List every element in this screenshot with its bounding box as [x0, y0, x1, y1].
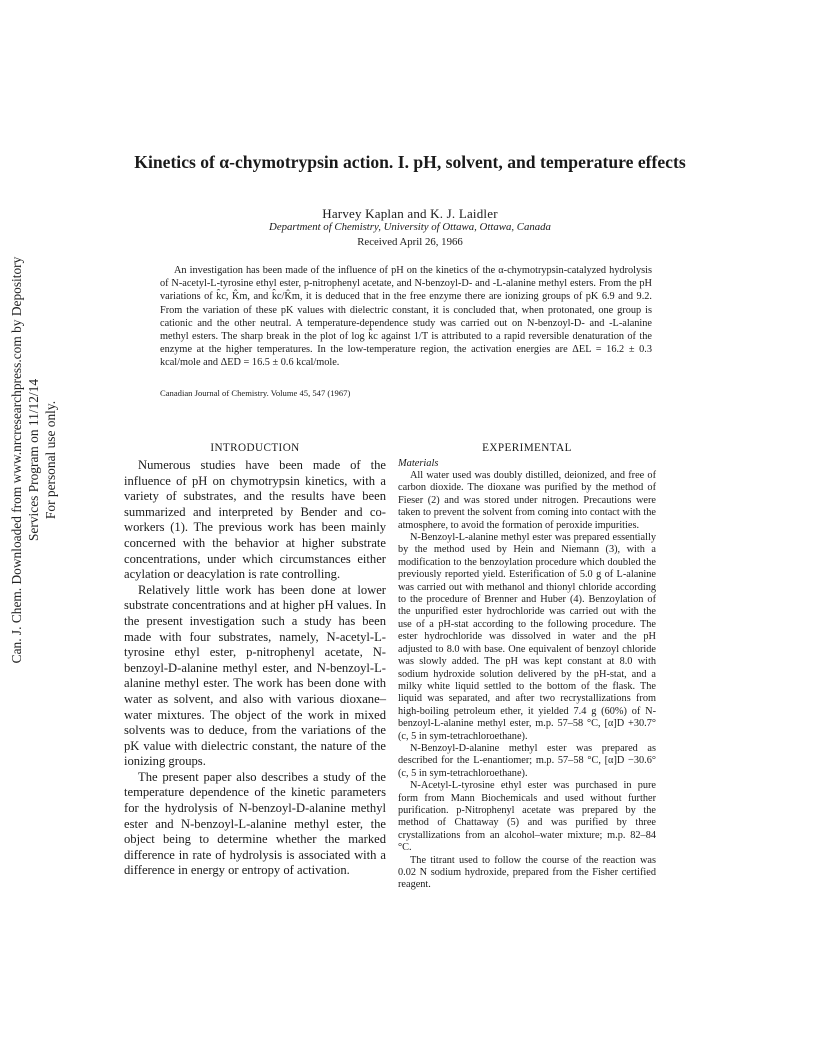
materials-subheading: Materials [398, 458, 439, 469]
experimental-paragraph-1: All water used was doubly distilled, deionized, and free of carbon dioxide. The dioxane was purified by the method of Fieser (2) and was stored under nitrogen. Precautions were taken to prevent the solvent from coming into contact with the atmosphere, to avoid the formation of peroxide impurities. [398, 470, 656, 531]
download-watermark [8, 235, 58, 685]
experimental-heading: EXPERIMENTAL [482, 442, 572, 454]
introduction-heading: INTRODUCTION [210, 442, 300, 454]
experimental-paragraph-2: N-Benzoyl-L-alanine methyl ester was prepared essentially by the method used by Hein and Niemann (3), with a modification to the benzoylation procedure which doubled the previously reported yield. Esterification of 5.0 g of L-alanine was carried out with methanol and thionyl chloride according to the procedure of Brenner and Huber (4). Benzoylation of the unpurified ester hydrochloride was carried out with the use of a pH-stat according to the following procedure. The ester hydrochloride was dissolved in water and the pH adjusted to 8.0 with base. One equivalent of benzoyl chloride was slowly added. The pH was kept constant at 8.0 with sodium hydroxide solution delivered by the pH-stat, and a milky white liquid settled to the bottom of the flask. The liquid was separated, and after two recrystallizations from high-boiling petroleum ether, it yielded 7.4 g (60%) of N-benzoyl-L-alanine methyl ester, m.p. 57–58 °C, [α]D +30.7° (c, 5 in sym-tetrachloroethane). [398, 532, 656, 742]
experimental-paragraph-5: The titrant used to follow the course of the reaction was 0.02 N sodium hydroxide, prepared from the Fisher certified reagent. [398, 854, 656, 891]
experimental-column [398, 442, 656, 892]
intro-paragraph-2: Relatively little work has been done at lower substrate concentrations and at higher pH values. In the present investigation such a study has been made with four substrates, namely, N-acetyl-L-tyrosine ethyl ester, p-nitrophenyl acetate, N-benzoyl-D-alanine methyl ester, and N-benzoyl-L-alanine methyl ester. The work has been done with water as solvent, and also with various dioxane–water mixtures. The object of the work in mixed solvents was to deduce, from the variations of the pK value with dielectric constant, the nature of the ionizing groups. [124, 582, 386, 769]
introduction-column [124, 442, 386, 879]
journal-citation: Canadian Journal of Chemistry. Volume 45, 547 (1967) [160, 388, 351, 398]
affiliation: Department of Chemistry, University of Ottawa, Ottawa, Canada [269, 221, 551, 233]
abstract: An investigation has been made of the influence of pH on the kinetics of the α-chymotrypsin-catalyzed hydrolysis of N-acetyl-L-tyrosine ethyl ester, p-nitrophenyl acetate, and N-benzoyl-D- and -L-alanine methyl esters. From the pH variations of k̂c, K̂m, and k̂c/K̂m, it is deduced that in the free enzyme there are ionizing groups of pK 6.9 and 9.2. From the variation of these pK values with dielectric constant, it is concluded that, when protonated, one group is cationic and the other neutral. A temperature-dependence study was carried out on N-benzoyl-D- and -L-alanine methyl esters. The sharp break in the plot of log k̂c against 1/T is attributed to a rapid reversible denaturation of the enzyme at the higher temperatures. In the low-temperature region, the activation energies are ΔEL = 16.2 ± 0.3 kcal/mole and ΔED = 16.5 ± 0.6 kcal/mole. [160, 265, 652, 369]
watermark-line-1: Can. J. Chem. Downloaded from www.nrcresearchpress.com by Depository Services Program on 11/12/14 [9, 256, 41, 664]
authors: Harvey Kaplan and K. J. Laidler [322, 206, 498, 221]
paper-title: Kinetics of α-chymotrypsin action. I. pH, solvent, and temperature effects [134, 152, 686, 172]
intro-paragraph-3: The present paper also describes a study of the temperature dependence of the kinetic parameters for the hydrolysis of N-benzoyl-D-alanine methyl ester and N-benzoyl-L-alanine methyl ester, the object being to determine whether the marked difference in rate of hydrolysis is associated with a difference in energy or entropy of activation. [124, 769, 386, 878]
experimental-paragraph-3: N-Benzoyl-D-alanine methyl ester was prepared as described for the L-enantiomer; m.p. 57–58 °C, [α]D −30.6° (c, 5 in sym-tetrachloroethane). [398, 742, 656, 779]
received-date: Received April 26, 1966 [357, 236, 463, 248]
watermark-line-2: For personal use only. [43, 400, 58, 520]
experimental-paragraph-4: N-Acetyl-L-tyrosine ethyl ester was purchased in pure form from Mann Biochemicals and used without further purification. p-Nitrophenyl acetate was prepared by the method of Chattaway (5) and was purified by three crystallizations from an alcohol–water mixture; m.p. 82–84 °C. [398, 780, 656, 854]
intro-paragraph-1: Numerous studies have been made of the influence of pH on chymotrypsin kinetics, with a variety of substrates, and the results have been summarized and interpreted by Bender and co-workers (1). The previous work has been mainly concerned with the behavior at higher substrate concentrations, under which circumstances either acylation or deacylation is rate controlling. [124, 458, 386, 582]
